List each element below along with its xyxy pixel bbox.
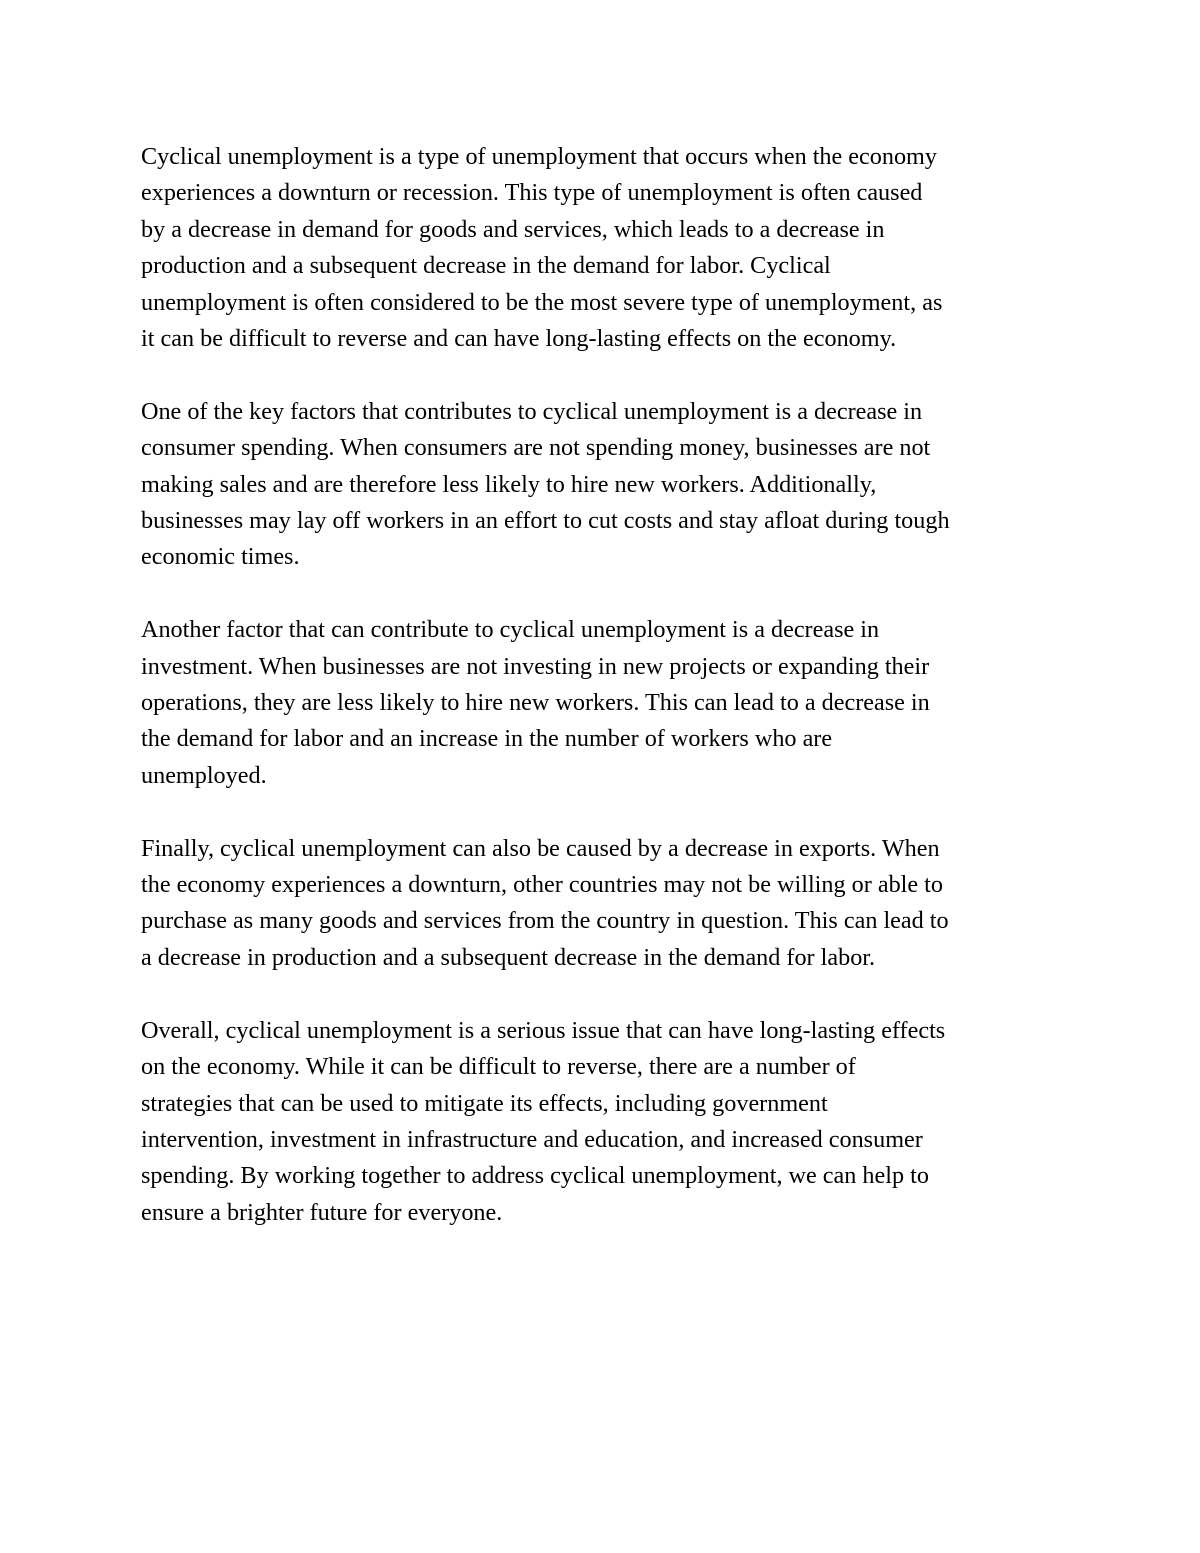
paragraph-line: spending. By working together to address cyclical unemployment, we can help to xyxy=(141,1162,929,1190)
paragraph-line: businesses may lay off workers in an effort to cut costs and stay afloat during tough xyxy=(141,507,950,535)
paragraph-line: the economy experiences a downturn, other countries may not be willing or able to xyxy=(141,871,943,899)
paragraph-line: by a decrease in demand for goods and services, which leads to a decrease in xyxy=(141,215,885,243)
paragraph-line: purchase as many goods and services from the country in question. This can lead to xyxy=(141,907,949,935)
paragraph-line: ensure a brighter future for everyone. xyxy=(141,1198,503,1226)
paragraph-line: investment. When businesses are not investing in new projects or expanding their xyxy=(141,652,930,680)
paragraph-line: production and a subsequent decrease in the demand for labor. Cyclical xyxy=(141,252,831,280)
paragraph-1 xyxy=(141,139,1066,357)
paragraph-line: on the economy. While it can be difficult to reverse, there are a number of xyxy=(141,1053,856,1081)
paragraph-5 xyxy=(141,1013,1066,1231)
paragraph-line: operations, they are less likely to hire new workers. This can lead to a decrease in xyxy=(141,689,930,717)
paragraph-line: consumer spending. When consumers are not spending money, businesses are not xyxy=(141,434,931,462)
paragraph-line: unemployed. xyxy=(141,761,267,789)
paragraph-line: making sales and are therefore less likely to hire new workers. Additionally, xyxy=(141,470,877,498)
paragraph-3 xyxy=(141,612,1066,794)
document-body xyxy=(141,139,1066,1231)
paragraph-line: One of the key factors that contributes to cyclical unemployment is a decrease in xyxy=(141,397,923,425)
paragraph-line: unemployment is often considered to be the most severe type of unemployment, as xyxy=(141,288,943,316)
paragraph-line: economic times. xyxy=(141,543,300,571)
paragraph-2 xyxy=(141,394,1066,576)
paragraph-line: intervention, investment in infrastructure and education, and increased consumer xyxy=(141,1125,923,1153)
paragraph-line: the demand for labor and an increase in the number of workers who are xyxy=(141,725,833,753)
paragraph-line: Overall, cyclical unemployment is a serious issue that can have long-lasting effects xyxy=(141,1016,946,1044)
paragraph-line: Another factor that can contribute to cyclical unemployment is a decrease in xyxy=(141,616,880,644)
paragraph-line: Cyclical unemployment is a type of unemployment that occurs when the economy xyxy=(141,143,937,170)
paragraph-line: a decrease in production and a subsequent decrease in the demand for labor. xyxy=(141,943,876,971)
paragraph-line: Finally, cyclical unemployment can also be caused by a decrease in exports. When xyxy=(141,834,940,862)
paragraph-line: it can be difficult to reverse and can have long-lasting effects on the economy. xyxy=(141,325,897,353)
paragraph-line: strategies that can be used to mitigate its effects, including government xyxy=(141,1089,828,1117)
paragraph-4 xyxy=(141,831,1066,977)
paragraph-line: experiences a downturn or recession. This type of unemployment is often caused xyxy=(141,179,923,207)
